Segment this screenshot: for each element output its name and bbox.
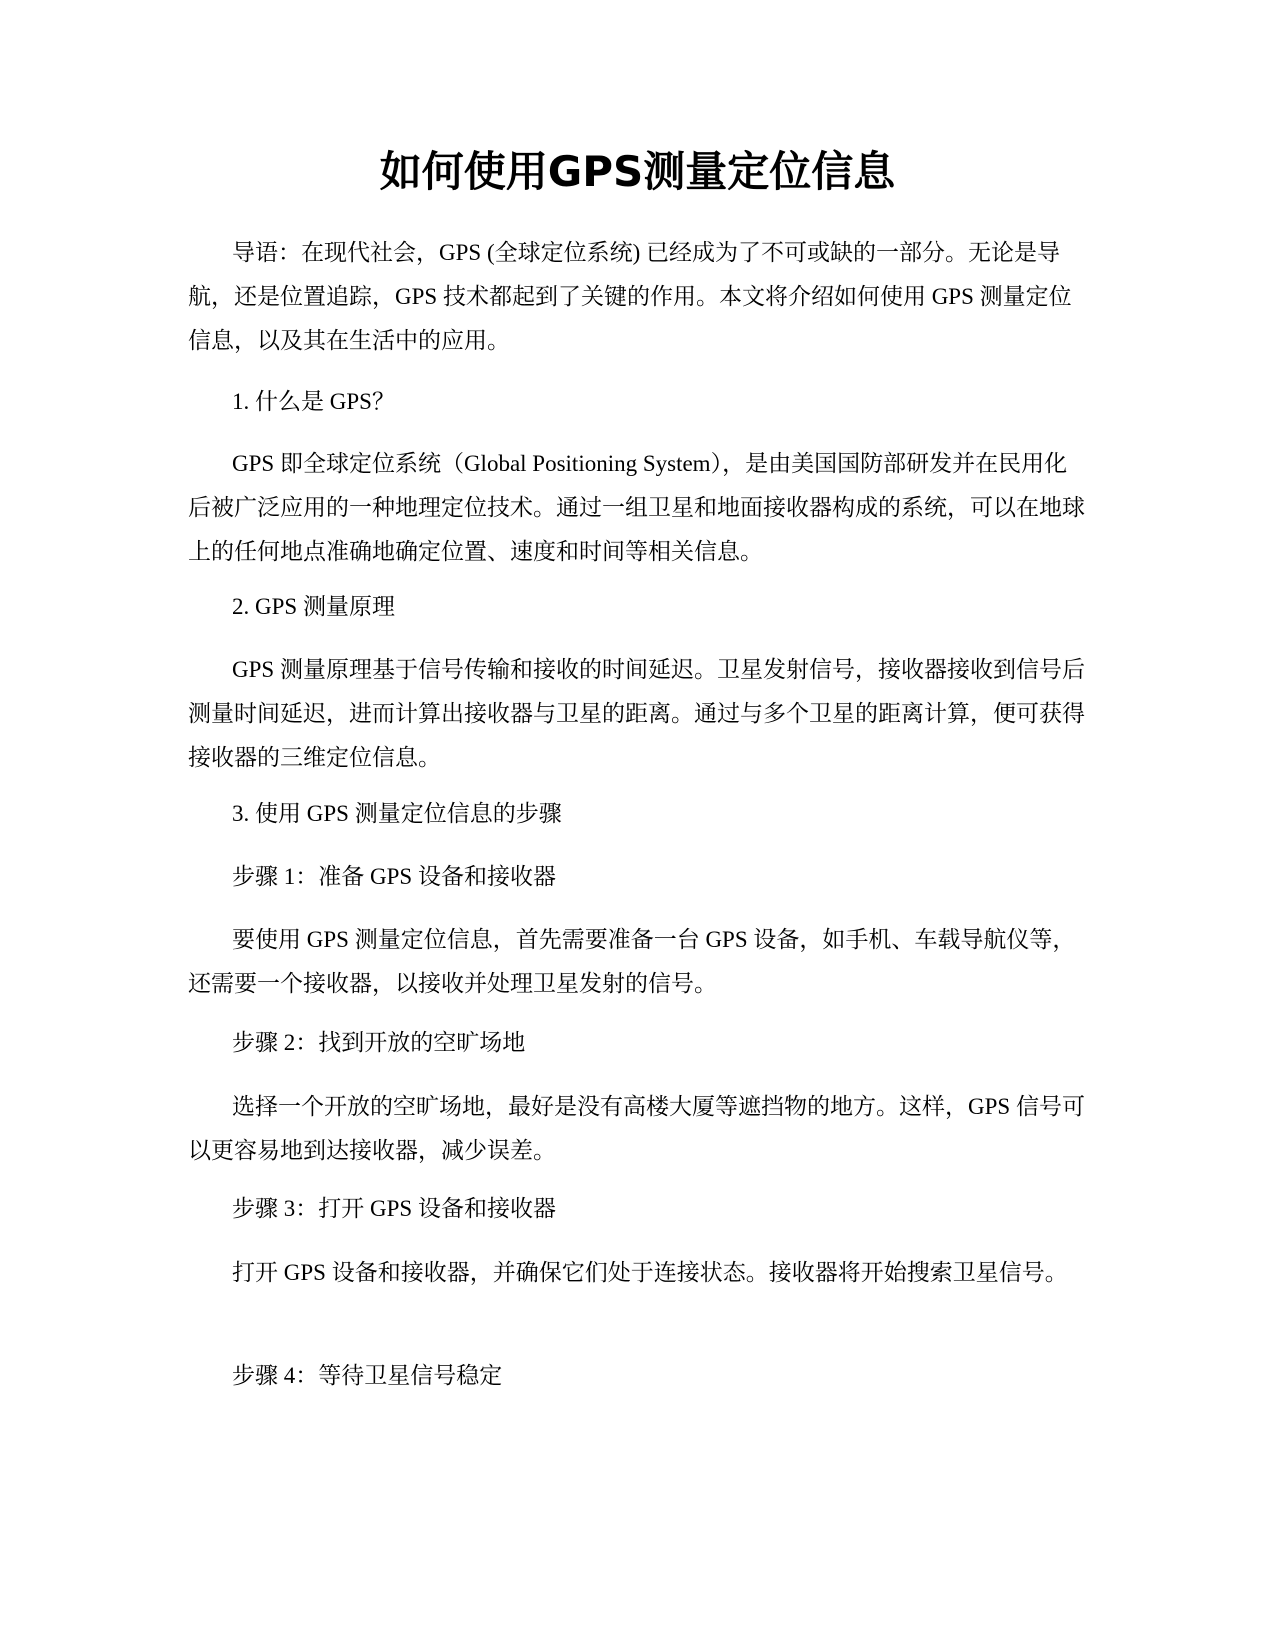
document-title: 如何使用GPS测量定位信息 [379,147,896,196]
paragraph-step-1: 要使用 GPS 测量定位信息，首先需要准备一台 GPS 设备，如手机、车载导航仪等，还需要一个接收器，以接收并处理卫星发射的信号。 [188,927,1076,996]
paragraph-principle: GPS 测量原理基于信号传输和接收的时间延迟。卫星发射信号，接收器接收到信号后测量时间延迟，进而计算出接收器与卫星的距离。通过与多个卫星的距离计算，便可获得接收器的三维定位信息。 [188,657,1085,770]
section-heading-what-is-gps: 1. 什么是 GPS？ [232,389,395,414]
section-heading-steps: 3. 使用 GPS 测量定位信息的步骤 [232,801,562,826]
paragraph-step-3: 打开 GPS 设备和接收器，并确保它们处于连接状态。接收器将开始搜索卫星信号。 [232,1260,1068,1285]
section-heading-principle: 2. GPS 测量原理 [232,594,395,619]
step-heading-4: 步骤 4：等待卫星信号稳定 [232,1363,503,1388]
step-heading-1: 步骤 1：准备 GPS 设备和接收器 [232,864,556,889]
paragraph-step-2: 选择一个开放的空旷场地，最好是没有高楼大厦等遮挡物的地方。这样，GPS 信号可以更容易地到达接收器，减少误差。 [188,1094,1085,1163]
paragraph-intro: 导语：在现代社会，GPS (全球定位系统) 已经成为了不可或缺的一部分。无论是导航，还是位置追踪，GPS 技术都起到了关键的作用。本文将介绍如何使用 GPS 测量定位信息，以及其在生活中的应用。 [188,240,1072,353]
step-heading-3: 步骤 3：打开 GPS 设备和接收器 [232,1196,556,1221]
step-heading-2: 步骤 2：找到开放的空旷场地 [232,1030,526,1055]
paragraph-gps-definition: GPS 即全球定位系统（Global Positioning System），是由美国国防部研发并在民用化后被广泛应用的一种地理定位技术。通过一组卫星和地面接收器构成的系统，可以在地球上的任何地点准确地确定位置、速度和时间等相关信息。 [188,451,1085,564]
